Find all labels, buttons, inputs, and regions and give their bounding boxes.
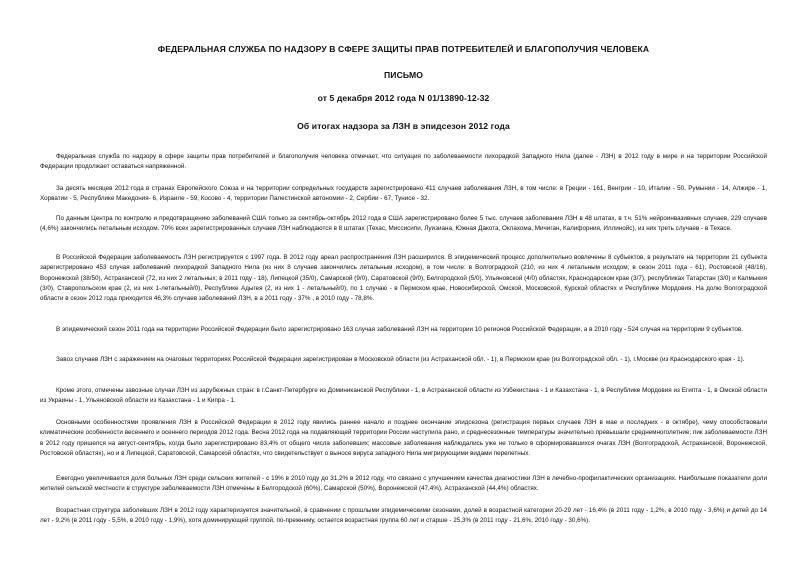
document-type: ПИСЬМО	[384, 70, 423, 80]
paragraph: В эпидемический сезон 2011 года на территории Российской Федерации было зарегистрировано 163 случая заболеваний ЛЗН на территории 10 регионов Российской Федерации, а в 2010 году - 524 случая на территории 9 субъектов.	[56, 326, 743, 333]
paragraph: В Российской Федерации заболеваемость ЛЗН регистрируется с 1997 года. В 2012 году ареал распространения ЛЗН расширился. В эпидемический процесс дополнительно вовлечены 8 субъектов, в результате на территории 21 субъекта зарегистрировано 453 случая заболеваний лихорадкой Западного Нила (из них 8 случаев закончились летальным исходом), в том числе: в Волгоградской (210, из них 4 летальным исходом; в сезон 2011 года - 61), Ростовской (48/16), Воронежской (38/50), Астраханской (72, из них 2 летальных; в 2011 году - 18), Липецкой (35/0), Самарской (9/0), Саратовской (9/0), Белгородской (5/0), Ульяновской (4/0) областях, Краснодарском крае (3/7), республиках Татарстан (3/0) и Калмыкия (3/0), Ставропольском крае (2, из них 1-летальный/0), Республике Адыгея (2, из них 1 - летальный/0), по 1 случаю - в Пермском крае, Новосибирской, Омской, Московской, Курской областях и Республике Мордовия. На долю Волгоградской области в сезон 2012 года приходится 46,3% случаев заболеваний ЛЗН, в а 2011 году - 37% , в 2010 году - 78,8%.	[40, 254, 767, 303]
paragraph: Возрастная структура заболевших ЛЗН в 2012 году характеризуется значительной, в сравнении с прошлыми эпидемическими сезонами, долей в возрастной категории 20-29 лет - 16,4% (в 2011 году - 1,2%, в 2010 году - 3,6%) и детей до 14 лет - 9,2% (в 2011 году - 5,5%, в 2010 году - 1,9%), хотя доминирующей группой, по-прежнему, остается возрастная группа 60 лет и старше - 25,3% (в 2011 году - 21,6%, 2010 году - 30,6%).	[40, 507, 767, 525]
document-date-number: от 5 декабря 2012 года N 01/13890-12-32	[317, 93, 490, 103]
document-subject: Об итогах надзора за ЛЗН в эпидсезон 2012 года	[297, 121, 510, 131]
paragraph: За десять месяцев 2012 года в странах Европейского Союза и на территории сопредельных государств зарегистрировано 411 случаев заболевания ЛЗН, в том числе: в Греции - 161, Венгрии - 10, Италии - 50, Румынии - 14, Алжире - 1, Хорватии - 5, Республике Македония- 6, Израиле - 59, Косово - 4, территории Палестинской автономии - 2, Сербии - 67, Тунисе - 32.	[40, 185, 767, 203]
paragraph: По данным Центра по контролю и предотвращению заболеваний США только за сентябрь-октябрь 2012 года в США зарегистрировано более 5 тыс. случаев заболевания ЛЗН в 48 штатах, в т.ч. 51% нейроинвазивных случаев, 229 случаев (4,6%) закончились летальным исходом. 70% всех зарегистрированных случаев ЛЗН наблюдаются в 8 штатах (Техас, Миссисипи, Луизиана, Южная Дакота, Оклахома, Мичиган, Калифорния, Иллинойс), из них треть случаев - в Техасе.	[40, 215, 767, 233]
paragraph: Основными особенностями проявления ЛЗН в Российской Федерации в 2012 году явились раннее начало и позднее окончание эпидсезона (регистрация первых случаев ЛЗН в мае и последних - в октябре), чему способствовали климатические особенности весеннего и осеннего периодов 2012 года. Весна 2012 года на подавляющей территории России наступила рано, и среднесезонные температуры значительно превышали среднемноголетние; пик заболеваемости ЛЗН в 2012 году пришелся на август-сентябрь, когда было зарегистрировано 83,4% от общего числа заболевших; массовые заболевания наблюдались уже не только в сформировавшихся очагах ЛЗН (Волгоградской, Астраханской, Воронежской, Ростовской областях), но и в Липецкой, Саратовской, Самарской областях, что свидетельствует о выносе вируса западного Нила мигрирующими видами перелетных.	[40, 419, 767, 457]
paragraph: Федеральная служба по надзору в сфере защиты прав потребителей и благополучия человека отмечает, что ситуация по заболеваемости лихорадкой Западного Нила (далее - ЛЗН) в 2012 году в мире и на территории Российской Федерации продолжает оставаться напряженной.	[40, 153, 767, 171]
paragraph: Кроме этого, отмечены завозные случаи ЛЗН из зарубежных стран: в г.Санкт-Петербурге из Доминиканской Республики - 1, в Астраханской области из Узбекистана - 1 и Казахстана - 1, в Республике Мордовия из Египта - 1, в Омской области из Украины - 1, Ульяновской области из Казахстана - 1 и Кипра - 1.	[40, 387, 767, 405]
paragraph: Ежегодно увеличивается доля больных ЛЗН среди сельских жителей - с 19% в 2010 году до 31,2% в 2012 году, что связано с улучшением качества диагностики ЛЗН в лечебно-профилактических организациях. Наибольшие показатели доли жителей сельской местности в структуре заболеваемости ЛЗН отмечены в Белгородской (60%), Самарской (50%), Воронежской (47,4%), Астраханской (44,4%) областях.	[40, 475, 767, 493]
agency-title: ФЕДЕРАЛЬНАЯ СЛУЖБА ПО НАДЗОРУ В СФЕРЕ ЗАЩИТЫ ПРАВ ПОТРЕБИТЕЛЕЙ И БЛАГОПОЛУЧИЯ ЧЕЛОВЕКА	[157, 44, 650, 54]
paragraph: Завоз случаев ЛЗН с заражением на очаговых территориях Российской Федерации зарегистрирован в Московской области (из Астраханской обл. - 1), в Пермском крае (из Волгоградской обл. - 1), г.Москве (из Краснодарского края - 1).	[56, 356, 745, 363]
